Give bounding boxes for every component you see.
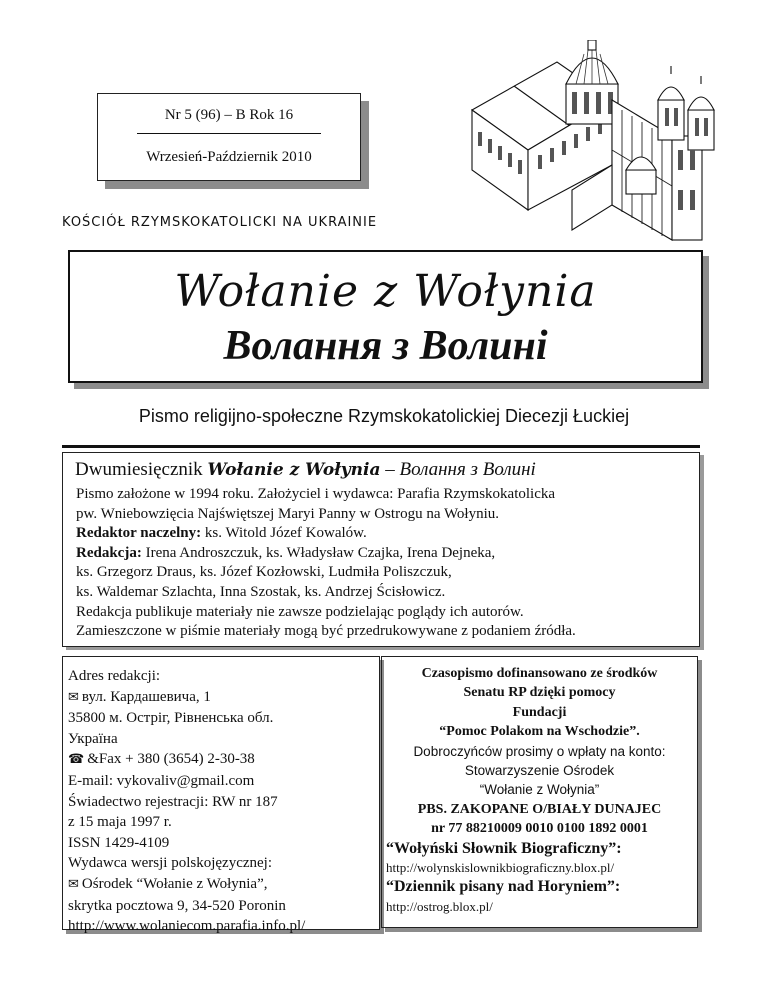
funding-box — [381, 656, 698, 928]
info-line: ks. Grzegorz Draus, ks. Józef Kozłowski, Ludmiła Poliszczuk, — [76, 564, 452, 581]
staff-line — [76, 544, 576, 564]
issue-date: Wrzesień-Październik 2010 — [146, 149, 312, 165]
issue-divider — [137, 133, 321, 134]
info-body — [76, 485, 576, 642]
link-url[interactable]: http://ostrog.blox.pl/ — [386, 898, 493, 914]
masthead-box — [68, 250, 703, 383]
address-country: Україна — [68, 730, 118, 747]
address-street-text: вул. Кардашевича, 1 — [81, 688, 211, 705]
editor-label: Redaktor naczelny: — [76, 525, 202, 542]
address-registration: Świadectwo rejestracji: RW nr 187 — [68, 793, 278, 810]
bank-account: nr 77 88210009 0010 0100 1892 0001 — [431, 821, 648, 837]
publisher-name-text: Ośrodek “Wołanie z Wołynia”, — [81, 875, 268, 892]
staff-value: Irena Androszczuk, ks. Władysław Czajka, Irena Dejneka, — [141, 544, 496, 561]
info-heading — [75, 459, 536, 481]
editor-value: ks. Witold Józef Kowalów. — [201, 525, 367, 542]
funding-line: Dobroczyńców prosimy o wpłaty na konto: — [413, 743, 666, 759]
masthead-title-polish: Wołanie z Wołynia — [174, 266, 597, 317]
editor-line — [76, 524, 576, 544]
address-email: E-mail: vykovaliv@gmail.com — [68, 772, 255, 789]
publisher-po-box: skrytka pocztowa 9, 34-520 Poronin — [68, 897, 286, 914]
info-line: Pismo założone w 1994 roku. Założyciel i wydawca: Parafia Rzymskokatolicka — [76, 486, 556, 502]
info-line: ks. Waldemar Szlachta, Inna Szostak, ks. Andrzej Ścisłowicz. — [76, 583, 446, 600]
funding-line: Czasopismo dofinansowano ze środków — [421, 666, 658, 681]
address-issn: ISSN 1429-4109 — [68, 834, 170, 851]
issue-box — [97, 93, 361, 181]
funding-line: Senatu RP dzięki pomocy — [463, 685, 616, 701]
info-heading-prefix: Dwumiesięcznik — [75, 459, 203, 480]
masthead-title-ukrainian: Волання з Волині — [223, 323, 548, 369]
funding-line: Stowarzyszenie Ośrodek — [464, 763, 615, 779]
publication-subtitle: Pismo religijno-społeczne Rzymskokatolickiej Diecezji Łuckiej — [138, 406, 630, 426]
funding-line: “Pomoc Polakom na Wschodzie”. — [439, 724, 640, 740]
info-line: pw. Wniebowzięcia Najświętszej Maryi Panny w Ostrogu na Wołyniu. — [76, 505, 500, 522]
publication-info-box — [62, 452, 700, 647]
info-line: Zamieszczone w piśmie materiały mogą być przedrukowywane z podaniem źródła. — [76, 623, 576, 640]
envelope-icon: ✉ — [68, 876, 79, 892]
link-heading: “Dziennik pisany nad Horyniem”: — [386, 878, 621, 896]
funding-line: “Wołanie z Wołynia” — [479, 782, 600, 798]
address-body — [68, 666, 305, 937]
info-heading-title: Wołanie z Wołynia — [207, 460, 381, 480]
funding-body — [382, 664, 697, 916]
info-line: Redakcja publikuje materiały nie zawsze podzielając poglądy ich autorów. — [76, 603, 524, 620]
staff-label: Redakcja: — [76, 544, 142, 561]
address-registration-date: z 15 maja 1997 r. — [68, 814, 172, 831]
address-label: Adres redakcji: — [68, 668, 161, 684]
issue-number: Nr 5 (96) – B Rok 16 — [164, 107, 294, 123]
section-divider — [62, 445, 700, 448]
link-url[interactable]: http://wolynskislownikbiograficzny.blox.pl/ — [386, 860, 615, 876]
publisher-label: Wydawca wersji polskojęzycznej: — [68, 855, 273, 872]
address-city: 35800 м. Острiг, Рiвненська обл. — [68, 710, 274, 727]
address-fax — [68, 749, 305, 771]
address-box — [62, 656, 380, 935]
church-illustration — [462, 40, 724, 252]
info-heading-ukrainian: – Волання з Волині — [385, 459, 536, 480]
funding-line: Fundacji — [512, 704, 567, 720]
link-heading: “Wołyński Słownik Biograficzny”: — [386, 839, 622, 857]
address-fax-text: &Fax + 380 (3654) 2-30-38 — [87, 751, 255, 768]
publisher-name — [68, 874, 305, 896]
church-label: KOŚCIÓŁ RZYMSKOKATOLICKI NA UKRAINIE — [62, 215, 378, 230]
bank-name: PBS. ZAKOPANE O/BIAŁY DUNAJEC — [417, 801, 662, 817]
address-street — [68, 687, 305, 709]
telephone-icon: ☎ — [68, 752, 85, 768]
envelope-icon: ✉ — [68, 689, 79, 705]
publisher-website[interactable]: http://www.wolaniecom.parafia.info.pl/ — [68, 918, 306, 935]
